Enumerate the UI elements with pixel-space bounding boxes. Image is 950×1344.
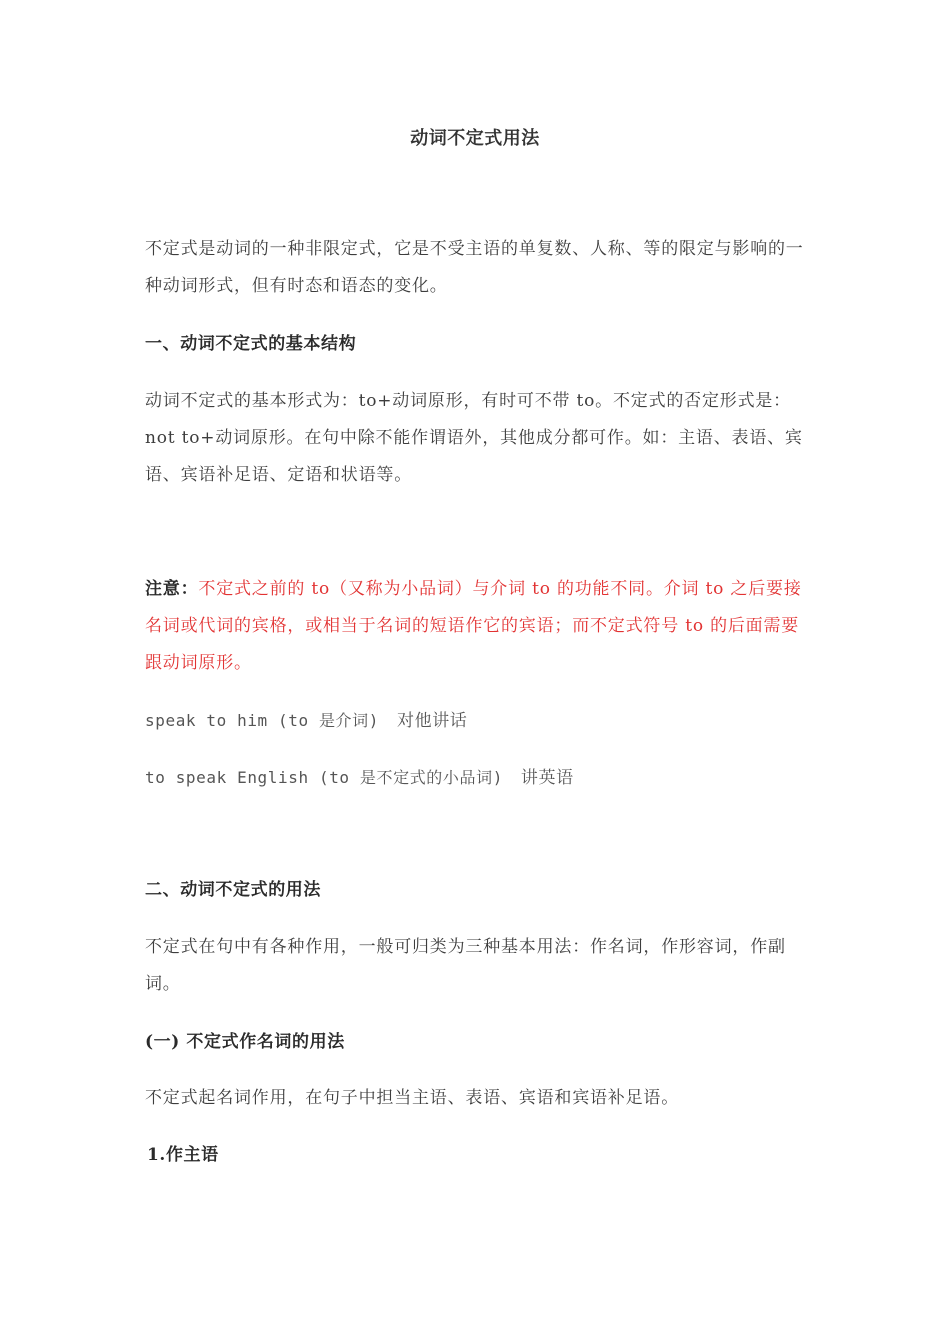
- note-label: 注意：: [145, 579, 199, 599]
- example-2-english: to speak English (to 是不定式的小品词): [145, 768, 503, 787]
- subsection1-heading: (一) 不定式作名词的用法: [145, 1032, 345, 1052]
- subsection1-body: 不定式起名词作用，在句子中担当主语、表语、宾语和宾语补足语。: [145, 1088, 679, 1108]
- section2-body-block: [145, 929, 805, 1003]
- item1-heading: 1.作主语: [147, 1145, 219, 1165]
- intro-paragraph: 不定式是动词的一种非限定式，它是不受主语的单复数、人称、等的限定与影响的一种动词形式，但有时态和语态的变化。: [145, 239, 804, 296]
- example-1-chinese: 对他讲话: [397, 711, 468, 731]
- example-2-line: [145, 759, 805, 797]
- section2-heading-block: [145, 872, 805, 909]
- example-1-english: speak to him (to 是介词): [145, 711, 379, 730]
- note-paragraph: [145, 571, 805, 682]
- section1-body-block: [145, 383, 805, 494]
- item1-heading-block: [147, 1137, 807, 1174]
- intro-paragraph-block: [145, 231, 805, 305]
- example-1: [145, 702, 805, 740]
- section1-heading: 一、动词不定式的基本结构: [145, 334, 357, 354]
- section1-heading-block: [145, 326, 805, 363]
- section1-body: 动词不定式的基本形式为：to+动词原形，有时可不带 to。不定式的否定形式是：not to+动词原形。在句中除不能作谓语外，其他成分都可作。如：主语、表语、宾语、宾语补足语、定语和状语等。: [145, 391, 803, 485]
- note-text: 不定式之前的 to（又称为小品词）与介词 to 的功能不同。介词 to 之后要接名词或代词的宾格，或相当于名词的短语作它的宾语；而不定式符号 to 的后面需要跟动词原形。: [145, 579, 802, 673]
- document-title: 动词不定式用法: [410, 128, 540, 149]
- subsection1-body-block: [145, 1080, 805, 1117]
- example-1-line: [145, 702, 805, 740]
- note-block: [145, 571, 805, 682]
- example-2: [145, 759, 805, 797]
- section2-body: 不定式在句中有各种作用，一般可归类为三种基本用法：作名词，作形容词，作副词。: [145, 937, 786, 994]
- example-2-chinese: 讲英语: [520, 768, 574, 788]
- section2-heading: 二、动词不定式的用法: [145, 880, 321, 900]
- subsection1-heading-block: [145, 1024, 805, 1061]
